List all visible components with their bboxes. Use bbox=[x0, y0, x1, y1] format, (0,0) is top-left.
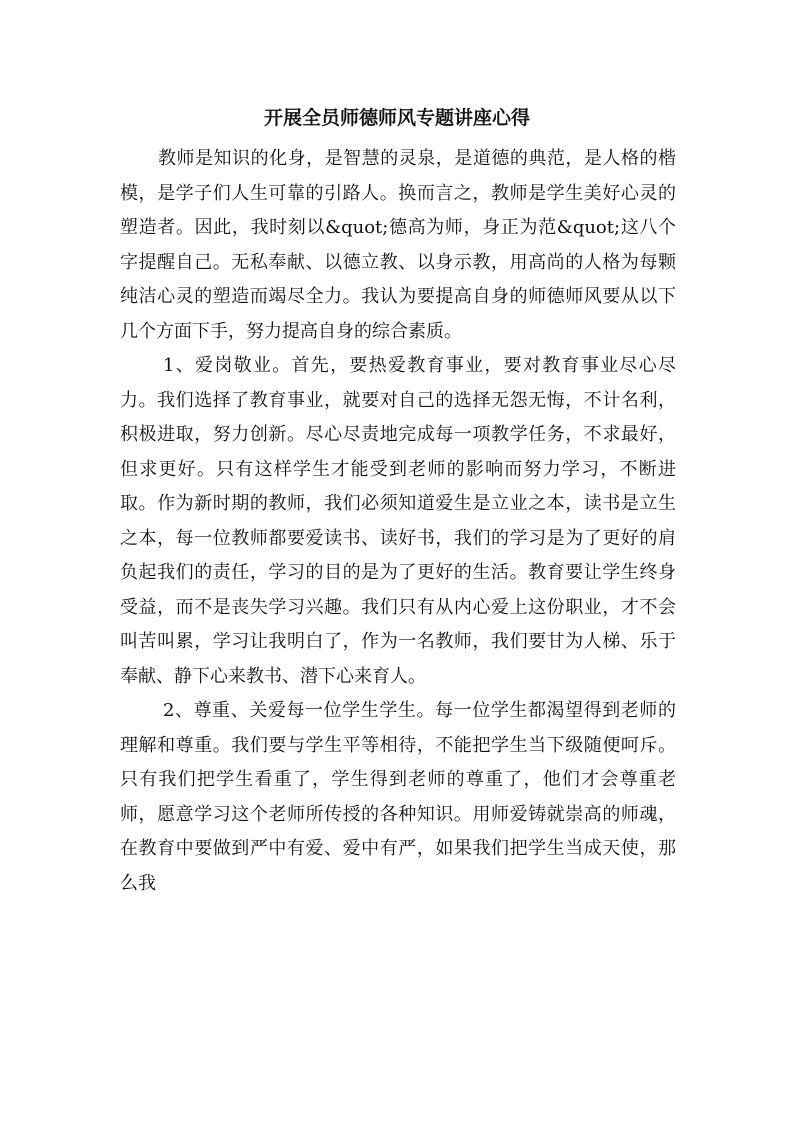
paragraph-point-2: 2、尊重、关爱每一位学生学生。每一位学生都渴望得到老师的理解和尊重。我们要与学生平等相待，不能把学生当下级随便呵斥。只有我们把学生看重了，学生得到老师的尊重了，他们才会尊重老师，愿意学习这个老师所传授的各种知识。用师爱铸就崇高的师魂，在教育中要做到严中有爱、爱中有严，如果我们把学生当成天使，那么我 bbox=[120, 700, 676, 894]
document-body bbox=[120, 142, 676, 901]
paragraph-point-1: 1、爱岗敬业。首先，要热爱教育事业，要对教育事业尽心尽力。我们选择了教育事业，就要对自己的选择无怨无悔，不计名利，积极进取，努力创新。尽心尽责地完成每一项教学任务，不求最好，但求更好。只有这样学生才能受到老师的影响而努力学习，不断进取。作为新时期的教师，我们必须知道爱生是立业之本，读书是立生之本，每一位教师都要爱读书、读好书，我们的学习是为了更好的肩负起我们的责任，学习的目的是为了更好的生活。教育要让学生终身受益，而不是丧失学习兴趣。我们只有从内心爱上这份职业，才不会叫苦叫累，学习让我明白了，作为一名教师，我们要甘为人梯、乐于奉献、静下心来教书、潜下心来育人。 bbox=[120, 355, 676, 687]
document-title: 开展全员师德师风专题讲座心得 bbox=[263, 107, 530, 129]
paragraph-intro: 教师是知识的化身，是智慧的灵泉，是道德的典范，是人格的楷模，是学子们人生可靠的引路人。换而言之，教师是学生美好心灵的塑造者。因此，我时刻以&quot;德高为师，身正为范&quot;这八个字提醒自己。无私奉献、以德立教、以身示教，用高尚的人格为每颗纯洁心灵的塑造而竭尽全力。我认为要提高自身的师德师风要从以下几个方面下手，努力提高自身的综合素质。 bbox=[120, 148, 676, 342]
